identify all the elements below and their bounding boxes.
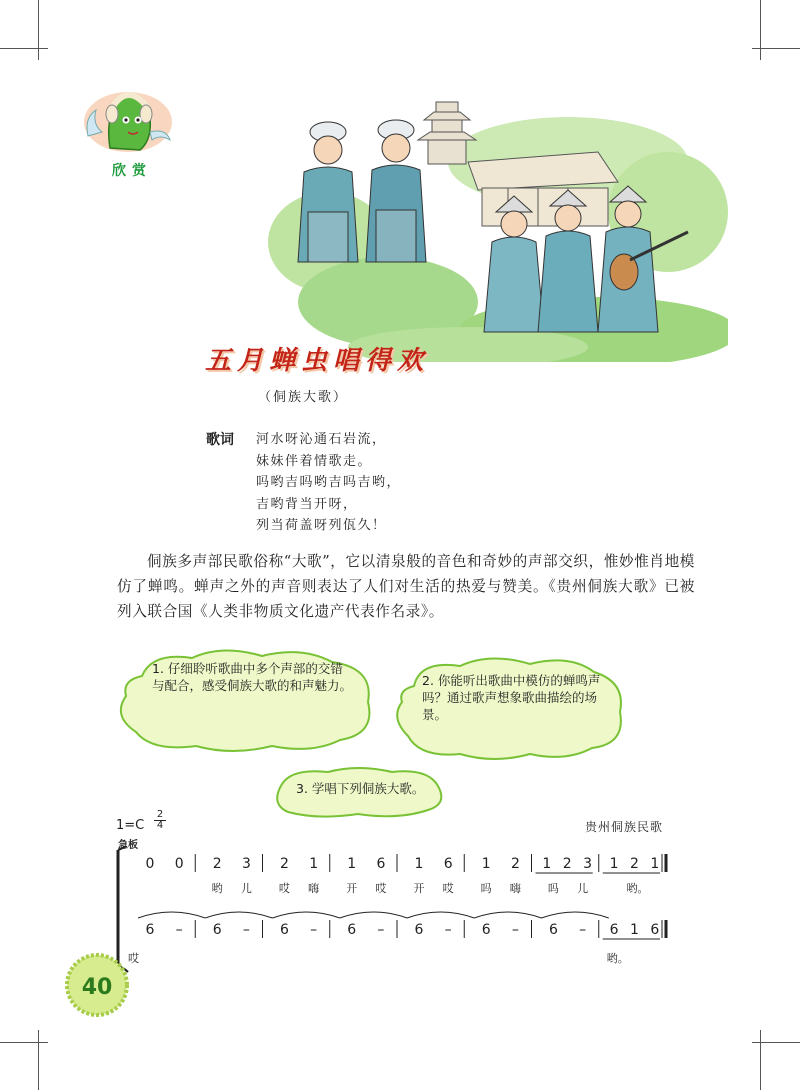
task-cloud-1 (112, 646, 378, 756)
score-lyric: 开 (413, 882, 425, 895)
tie-arc (273, 912, 340, 918)
crop-mark (38, 0, 39, 60)
score-note: 6 (548, 922, 558, 938)
score-note: – (242, 922, 250, 938)
score-note: 6 (212, 922, 222, 938)
jianpu-score (110, 846, 680, 976)
lyric-line: 列当荷盖呀列佤久！ (256, 518, 387, 533)
dong-people-illustration (268, 92, 728, 362)
score-note: 6 (347, 922, 357, 938)
score-note: 1 (414, 856, 424, 872)
section-label: 欣赏 (112, 163, 152, 179)
song-title: 五月蝉虫唱得欢 (205, 346, 430, 376)
score-note: 6 (443, 856, 453, 872)
tie-arc (138, 912, 205, 918)
score-lyric: 开 (346, 882, 358, 895)
crop-mark (760, 0, 761, 60)
page-number: 40 (81, 975, 113, 1000)
score-lyric: 嗨 (308, 882, 320, 895)
crop-mark (0, 1042, 48, 1043)
mascot-headphones-icon (82, 78, 174, 158)
score-note: 2 (562, 856, 572, 872)
task-text: 2. 你能听出歌曲中模仿的蝉鸣声吗？通过歌声想象歌曲描绘的场景。 (422, 673, 601, 722)
score-note: 1 (542, 856, 552, 872)
tie-arc (407, 912, 474, 918)
score-note: 6 (376, 856, 386, 872)
score-note: 1 (347, 856, 357, 872)
score-note: – (444, 922, 452, 938)
lyric-line: 吗哟吉吗哟吉吗吉哟， (256, 475, 402, 490)
score-note: 2 (212, 856, 222, 872)
score-lyric: 儿 (240, 882, 252, 895)
score-note: 0 (174, 856, 184, 872)
score-time-signature (154, 810, 166, 831)
tie-arc (205, 912, 272, 918)
tie-arc (542, 912, 609, 918)
score-note: – (511, 922, 519, 938)
score-note: 1 (629, 922, 639, 938)
score-note: – (310, 922, 318, 938)
time-top: 2 (156, 809, 164, 820)
score-lyric: 哟。 (606, 952, 629, 965)
lyric-line: 妹妹伴着情歌走。 (256, 453, 373, 469)
time-bottom: 4 (156, 820, 164, 831)
song-subtitle: （侗族大歌） (258, 390, 349, 405)
score-lyric: 哎 (442, 882, 454, 895)
score-note: 6 (279, 922, 289, 938)
score-key: 1=C (116, 818, 145, 833)
score-note: 6 (481, 922, 491, 938)
tie-arc (340, 912, 407, 918)
task-cloud-3 (268, 766, 446, 818)
score-note: – (377, 922, 385, 938)
crop-mark (752, 48, 800, 49)
crop-mark (752, 1042, 800, 1043)
score-note: 1 (481, 856, 491, 872)
score-note: 6 (650, 922, 660, 938)
page-number-badge (64, 952, 130, 1018)
task-text: 3. 学唱下列侗族大歌。 (296, 781, 425, 796)
task-text: 1. 仔细聆听歌曲中多个声部的交错与配合，感受侗族大歌的和声魅力。 (152, 661, 353, 693)
score-note: 1 (650, 856, 660, 872)
score-note: 6 (414, 922, 424, 938)
score-lyric: 吗 (480, 882, 492, 895)
score-note: 6 (609, 922, 619, 938)
crop-mark (0, 48, 48, 49)
score-note: 3 (241, 856, 251, 872)
score-lyric: 哟 (211, 882, 223, 895)
score-note: 2 (629, 856, 639, 872)
score-note: 0 (145, 856, 155, 872)
score-lyric: 嗨 (509, 882, 521, 895)
score-lyric: 哎 (375, 882, 387, 895)
lyrics-block (256, 429, 401, 537)
score-note: 2 (510, 856, 520, 872)
crop-mark (760, 1030, 761, 1090)
score-lyric: 哎 (278, 882, 290, 895)
score-lyric: 哎 (128, 952, 139, 965)
score-lyric: 哟。 (626, 882, 649, 895)
score-note: 1 (309, 856, 319, 872)
score-note: 2 (279, 856, 289, 872)
score-source: 贵州侗族民歌 (585, 820, 664, 834)
score-lyric: 吗 (547, 882, 559, 895)
intro-paragraph: 侗族多声部民歌俗称“大歌”，它以清泉般的音色和奇妙的声部交织，惟妙惟肖地模仿了蝉鸣。蝉声之外的声音则表达了人们对生活的热爱与赞美。《贵州侗族大歌》已被列入联合国《人类非物质文化遗产代表作名录》。 (117, 553, 695, 620)
score-note: 3 (583, 856, 593, 872)
lyrics-label: 歌词 (206, 432, 234, 448)
lyric-line: 河水呀沁通石岩流， (256, 432, 387, 447)
crop-mark (38, 1030, 39, 1090)
lyric-line: 吉哟背当开呀， (256, 496, 358, 512)
score-note: – (175, 922, 183, 938)
score-note: 1 (609, 856, 619, 872)
score-note: 6 (145, 922, 155, 938)
tie-arc (474, 912, 541, 918)
task-cloud-2 (390, 652, 630, 764)
score-note: – (579, 922, 587, 938)
score-tempo: 急板 (118, 840, 138, 851)
score-lyric: 儿 (577, 882, 589, 895)
system-bracket-cap (118, 846, 128, 850)
